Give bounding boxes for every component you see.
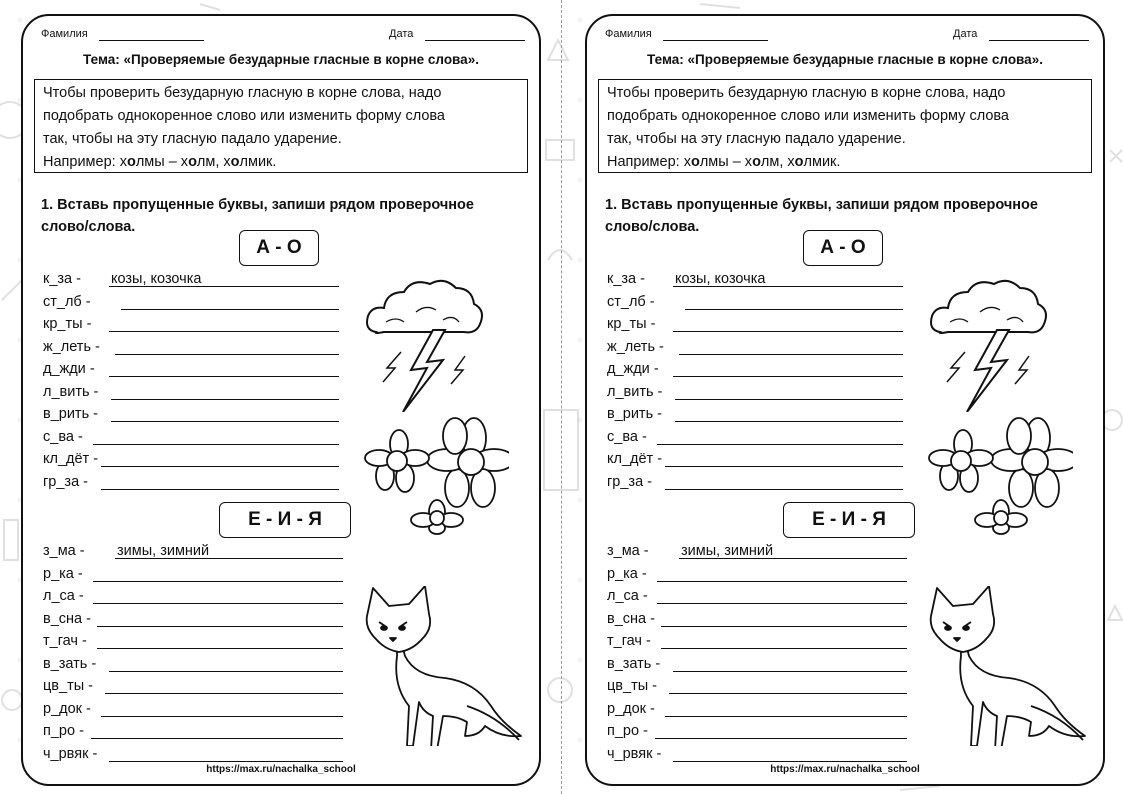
word-with-gap: в_сна - <box>43 610 91 627</box>
answer-line[interactable] <box>121 309 339 310</box>
task-instruction: 1. Вставь пропущенные буквы, запиши рядом проверочное слово/слова. <box>605 197 1038 235</box>
answer-line[interactable] <box>109 376 339 377</box>
surname-label: Фамилия <box>605 28 652 40</box>
word-with-gap: гр_за - <box>43 473 88 490</box>
cut-line <box>561 0 562 794</box>
answer-line[interactable] <box>661 648 907 649</box>
word-with-gap: в_зать - <box>607 655 661 672</box>
fox-icon <box>357 586 527 746</box>
word-with-gap: кл_дёт - <box>607 451 663 467</box>
word-with-gap: с_ва - <box>607 428 647 445</box>
date-field[interactable] <box>425 40 525 41</box>
footer-link[interactable]: https://max.ru/nachalka_school <box>206 764 356 775</box>
answer-line[interactable] <box>675 421 903 422</box>
word-with-gap: в_рить - <box>607 406 662 422</box>
answer-line[interactable] <box>657 603 907 604</box>
answer-text: зимы, зимний <box>681 543 774 559</box>
answer-line[interactable] <box>101 466 339 467</box>
word-with-gap: ст_лб - <box>607 293 655 310</box>
answer-text: козы, козочка <box>675 271 766 287</box>
answer-line[interactable] <box>675 399 903 400</box>
answer-line[interactable] <box>661 626 907 627</box>
word-with-gap: д_жди - <box>43 361 95 377</box>
answer-line[interactable] <box>109 331 339 332</box>
answer-line[interactable] <box>93 444 339 445</box>
answer-line[interactable] <box>109 671 343 672</box>
badge-e-i-ya: Е - И - Я <box>219 502 351 538</box>
word-with-gap: ж_леть - <box>43 338 100 355</box>
word-with-gap: п_ро - <box>43 723 84 739</box>
worksheet-left <box>21 14 541 786</box>
word-with-gap: ч_рвяк - <box>607 745 662 762</box>
word-with-gap: с_ва - <box>43 428 83 445</box>
word-with-gap: цв_ты - <box>607 678 657 694</box>
rule-box <box>34 79 528 173</box>
word-with-gap: кр_ты - <box>607 316 656 332</box>
word-with-gap: л_вить - <box>43 383 99 400</box>
rule-example: Например: холмы – холм, холмик. <box>43 154 277 170</box>
answer-line[interactable] <box>673 331 903 332</box>
word-with-gap: т_гач - <box>607 633 651 649</box>
surname-field[interactable] <box>99 40 204 41</box>
answer-line[interactable] <box>91 738 343 739</box>
flowers-icon <box>923 416 1073 536</box>
answer-line[interactable] <box>111 399 339 400</box>
rule-line-1: Чтобы проверить безударную гласную в корне слова, надо <box>43 85 442 101</box>
answer-line[interactable] <box>101 489 339 490</box>
fox-icon <box>921 586 1091 746</box>
answer-text: зимы, зимний <box>117 543 210 559</box>
rule-line-2: подобрать однокоренное слово или изменить форму слова <box>43 108 445 124</box>
worksheet-right <box>585 14 1105 786</box>
word-with-gap: д_жди - <box>607 361 659 377</box>
word-with-gap: л_са - <box>607 588 648 604</box>
answer-text: козы, козочка <box>111 271 202 287</box>
word-with-gap: кл_дёт - <box>43 451 99 467</box>
answer-line[interactable] <box>673 376 903 377</box>
word-with-gap: кр_ты - <box>43 316 92 332</box>
word-with-gap: к_за - <box>607 271 645 287</box>
word-with-gap: ч_рвяк - <box>43 745 98 762</box>
date-field[interactable] <box>989 40 1089 41</box>
word-with-gap: т_гач - <box>43 633 87 649</box>
answer-line[interactable] <box>97 648 343 649</box>
cloud-lightning-icon <box>925 272 1055 412</box>
answer-line[interactable] <box>657 444 903 445</box>
date-label: Дата <box>953 28 978 40</box>
task-instruction: 1. Вставь пропущенные буквы, запиши рядом проверочное слово/слова. <box>41 197 474 235</box>
word-with-gap: р_ка - <box>43 565 83 582</box>
topic-title: Тема: «Проверяемые безударные гласные в корне слова». <box>83 52 479 67</box>
word-with-gap: л_са - <box>43 588 84 604</box>
rule-line-3: так, чтобы на эту гласную падало ударение. <box>43 131 342 147</box>
answer-line[interactable] <box>93 603 343 604</box>
answer-line[interactable] <box>669 693 907 694</box>
rule-example: Например: холмы – холм, холмик. <box>607 154 841 170</box>
header <box>605 26 1085 46</box>
word-with-gap: р_док - <box>607 700 655 717</box>
footer-link[interactable]: https://max.ru/nachalka_school <box>770 764 920 775</box>
word-with-gap: р_ка - <box>607 565 647 582</box>
word-with-gap: гр_за - <box>607 473 652 490</box>
answer-line[interactable] <box>673 761 907 762</box>
rule-box <box>598 79 1092 173</box>
answer-line[interactable] <box>665 489 903 490</box>
answer-line[interactable] <box>679 354 903 355</box>
answer-line[interactable] <box>93 581 343 582</box>
answer-line[interactable] <box>685 309 903 310</box>
word-with-gap: р_док - <box>43 700 91 717</box>
answer-line[interactable] <box>673 671 907 672</box>
cloud-lightning-icon <box>361 272 491 412</box>
word-with-gap: з_ма - <box>607 543 649 559</box>
surname-label: Фамилия <box>41 28 88 40</box>
answer-line[interactable] <box>665 716 907 717</box>
rule-line-3: так, чтобы на эту гласную падало ударение. <box>607 131 906 147</box>
answer-line[interactable] <box>665 466 903 467</box>
answer-line[interactable] <box>115 354 339 355</box>
word-with-gap: ж_леть - <box>607 338 664 355</box>
badge-a-o: А - О <box>803 230 883 266</box>
word-with-gap: п_ро - <box>607 723 648 739</box>
answer-line[interactable] <box>105 693 343 694</box>
word-with-gap: в_рить - <box>43 406 98 422</box>
rule-line-2: подобрать однокоренное слово или изменить форму слова <box>607 108 1009 124</box>
rule-line-1: Чтобы проверить безударную гласную в корне слова, надо <box>607 85 1006 101</box>
word-with-gap: ст_лб - <box>43 293 91 310</box>
badge-e-i-ya: Е - И - Я <box>783 502 915 538</box>
answer-line[interactable] <box>97 626 343 627</box>
badge-a-o: А - О <box>239 230 319 266</box>
header <box>41 26 521 46</box>
topic-title: Тема: «Проверяемые безударные гласные в корне слова». <box>647 52 1043 67</box>
word-with-gap: л_вить - <box>607 383 663 400</box>
answer-line[interactable] <box>655 738 907 739</box>
answer-line[interactable] <box>111 421 339 422</box>
word-with-gap: цв_ты - <box>43 678 93 694</box>
surname-field[interactable] <box>663 40 768 41</box>
word-with-gap: в_сна - <box>607 610 655 627</box>
date-label: Дата <box>389 28 414 40</box>
word-with-gap: к_за - <box>43 271 81 287</box>
answer-line[interactable] <box>101 716 343 717</box>
word-with-gap: в_зать - <box>43 655 97 672</box>
answer-line[interactable] <box>109 761 343 762</box>
flowers-icon <box>359 416 509 536</box>
answer-line[interactable] <box>657 581 907 582</box>
word-with-gap: з_ма - <box>43 543 85 559</box>
